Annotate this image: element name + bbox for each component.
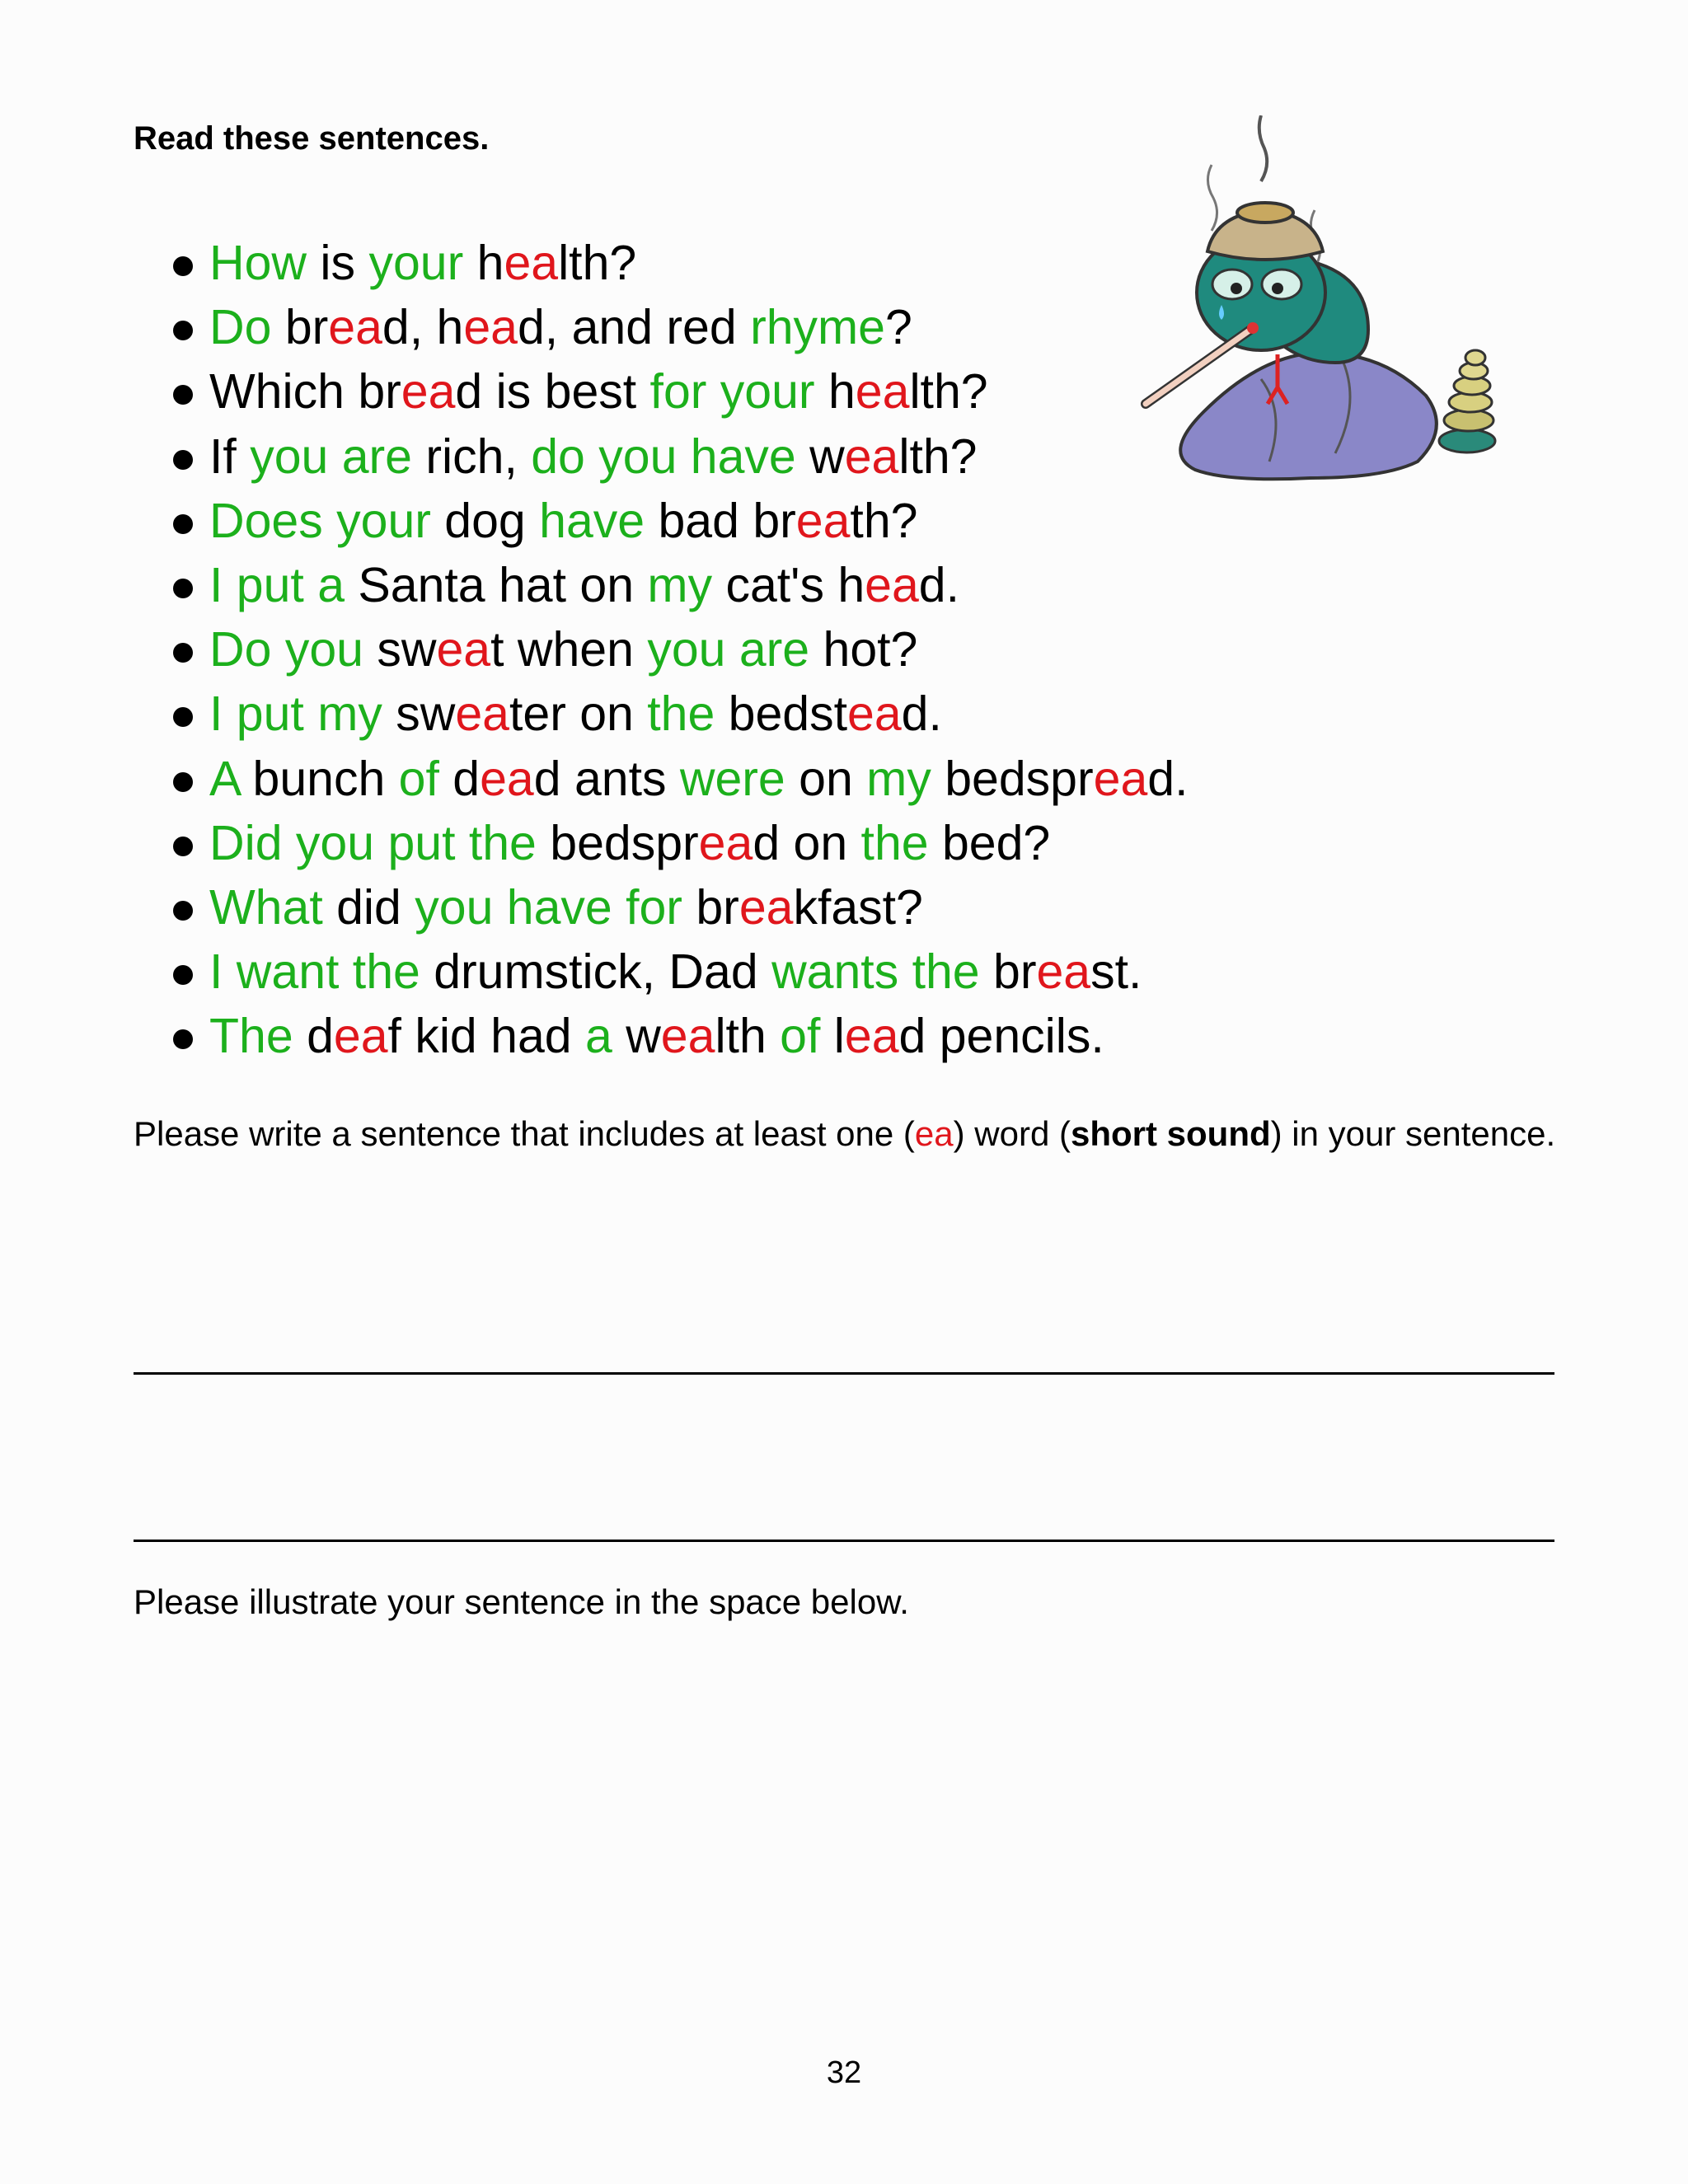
sentence-text: lth? xyxy=(909,364,988,419)
sight-word: of xyxy=(780,1009,821,1064)
bullet-icon xyxy=(173,901,193,921)
sentence-text: ? xyxy=(885,300,912,355)
sentence-text: bedspr xyxy=(931,751,1094,806)
sentence-text: br xyxy=(682,879,739,935)
sight-word: a xyxy=(584,1009,612,1064)
sight-word: I put my xyxy=(209,687,382,742)
sentence-text: d, and red xyxy=(517,300,751,355)
ea-highlight: ea xyxy=(504,236,559,290)
ea-highlight: ea xyxy=(1036,944,1091,1000)
bullet-icon xyxy=(173,643,193,663)
sentence-text: bedspr xyxy=(536,815,699,870)
instructions-part-3: ) in your sentence. xyxy=(1270,1114,1556,1153)
ea-highlight: ea xyxy=(698,815,753,870)
sentence-list xyxy=(173,231,1188,1068)
answer-line-1[interactable] xyxy=(134,1372,1554,1375)
sight-word: the xyxy=(647,687,715,742)
ea-highlight: ea xyxy=(436,622,491,677)
sight-word: What xyxy=(209,879,323,935)
sentence-item xyxy=(173,875,1188,940)
sentence-text: h xyxy=(463,236,504,290)
bullet-icon xyxy=(173,579,193,598)
sight-word: Do you xyxy=(209,622,363,677)
sentence-text: on xyxy=(785,751,867,806)
sentence-text: bedst xyxy=(715,687,848,742)
sight-word: my xyxy=(866,751,931,806)
ea-highlight: ea xyxy=(455,687,509,742)
sentence-text: t when xyxy=(490,622,648,677)
instructions-part-1: Please write a sentence that includes at least one ( xyxy=(134,1114,915,1153)
bullet-icon xyxy=(173,837,193,856)
bullet-icon xyxy=(173,321,193,340)
bullet-icon xyxy=(173,707,193,727)
ea-highlight: ea xyxy=(855,364,910,419)
sentence-text: If xyxy=(209,429,251,484)
bullet-icon xyxy=(173,965,193,985)
sight-word: The xyxy=(209,1009,293,1064)
instructions-ea-highlight: ea xyxy=(914,1114,954,1153)
sentence-text: sw xyxy=(363,622,437,677)
sentence-text: d ants xyxy=(533,751,680,806)
ea-highlight: ea xyxy=(401,364,456,419)
sentence-text: d. xyxy=(901,687,942,742)
sentence-text: Santa hat on xyxy=(345,557,648,612)
sentence-item xyxy=(173,811,1188,875)
ea-highlight: ea xyxy=(333,1009,388,1064)
ea-highlight: ea xyxy=(865,557,919,612)
sight-word: A xyxy=(209,751,240,806)
sight-word: for your xyxy=(649,364,815,419)
writing-instructions xyxy=(134,1111,1568,1157)
sentence-item xyxy=(173,424,1188,489)
sight-word: rhyme xyxy=(750,300,885,355)
sentence-text: ter on xyxy=(509,687,648,742)
illustrate-instructions: Please illustrate your sentence in the space below. xyxy=(134,1582,909,1621)
sentence-text: d, h xyxy=(382,300,464,355)
sentence-item xyxy=(173,295,1188,359)
sentence-text: d xyxy=(293,1009,334,1064)
sentence-text: br xyxy=(271,300,329,355)
sight-word: of xyxy=(398,751,439,806)
sentence-text: drumstick, Dad xyxy=(420,944,772,1000)
ea-highlight: ea xyxy=(844,1009,899,1064)
sentence-text: Which br xyxy=(209,364,401,419)
sight-word: How xyxy=(209,236,307,290)
sentence-text: lth? xyxy=(558,236,637,290)
ea-highlight: ea xyxy=(328,300,382,355)
sentence-item xyxy=(173,747,1188,811)
sentence-text: kfast? xyxy=(793,879,923,935)
ea-highlight: ea xyxy=(844,429,899,484)
sight-word: I want the xyxy=(209,944,420,1000)
sight-word: the xyxy=(860,815,929,870)
sentence-text: bunch xyxy=(239,751,399,806)
sentence-text: bed? xyxy=(928,815,1051,870)
bullet-icon xyxy=(173,256,193,276)
sentence-item xyxy=(173,553,1188,617)
illustration-area[interactable] xyxy=(134,1648,1554,2027)
sentence-text: d is best xyxy=(455,364,650,419)
sentence-item xyxy=(173,617,1188,682)
bullet-icon xyxy=(173,450,193,470)
sick-snake-icon xyxy=(1129,115,1525,494)
sentence-text: th? xyxy=(850,493,918,548)
ea-highlight: ea xyxy=(660,1009,715,1064)
bullet-icon xyxy=(173,1029,193,1049)
sight-word: were xyxy=(679,751,785,806)
sentence-item xyxy=(173,231,1188,295)
page-heading: Read these sentences. xyxy=(134,120,490,157)
sentence-text: lth xyxy=(715,1009,781,1064)
ea-highlight: ea xyxy=(795,493,851,548)
sentence-item xyxy=(173,359,1188,424)
instructions-part-2: ) word ( xyxy=(953,1114,1071,1153)
answer-line-2[interactable] xyxy=(134,1540,1554,1542)
sentence-text: d. xyxy=(918,557,960,612)
sentence-text: w xyxy=(795,429,845,484)
sentence-text: sw xyxy=(382,687,456,742)
ea-highlight: ea xyxy=(847,687,902,742)
sentence-item xyxy=(173,1004,1188,1068)
sight-word: you have for xyxy=(415,879,682,935)
sight-word: do you have xyxy=(531,429,796,484)
sight-word: have xyxy=(539,493,645,548)
sentence-text: hot? xyxy=(809,622,918,677)
sentence-text: bad br xyxy=(645,493,796,548)
bullet-icon xyxy=(173,772,193,792)
ea-highlight: ea xyxy=(463,300,518,355)
sentence-item xyxy=(173,682,1188,746)
sight-word: you are xyxy=(250,429,412,484)
bullet-icon xyxy=(173,385,193,405)
sight-word: my xyxy=(647,557,713,612)
ea-highlight: ea xyxy=(738,879,794,935)
sight-word: Did you put the xyxy=(209,815,537,870)
sentence-text: d. xyxy=(1147,751,1189,806)
sentence-text: rich, xyxy=(411,429,532,484)
sight-word: Do xyxy=(209,300,272,355)
sentence-text: f kid had xyxy=(387,1009,585,1064)
bullet-icon xyxy=(173,514,193,534)
ea-highlight: ea xyxy=(1093,751,1148,806)
instructions-short-sound: short sound xyxy=(1070,1114,1271,1153)
sentence-text: cat's h xyxy=(712,557,865,612)
sentence-item xyxy=(173,489,1188,553)
page-number: 32 xyxy=(826,2055,862,2090)
sentence-text: is xyxy=(307,236,369,290)
sentence-text: d on xyxy=(753,815,861,870)
sentence-text: d pencils. xyxy=(898,1009,1104,1064)
sight-word: Does your xyxy=(209,493,431,548)
sentence-text: l xyxy=(820,1009,845,1064)
sentence-text: dog xyxy=(430,493,540,548)
sight-word: I put a xyxy=(209,557,345,612)
sentence-text: st. xyxy=(1090,944,1142,1000)
sentence-text: d xyxy=(438,751,481,806)
ea-highlight: ea xyxy=(480,751,534,806)
sentence-text: h xyxy=(814,364,856,419)
sentence-text: w xyxy=(612,1009,661,1064)
sight-word: your xyxy=(368,236,464,290)
sight-word: wants the xyxy=(771,944,980,1000)
sentence-text: br xyxy=(979,944,1037,1000)
sight-word: you are xyxy=(647,622,810,677)
sentence-text: did xyxy=(322,879,415,935)
sentence-text: lth? xyxy=(898,429,978,484)
sentence-item xyxy=(173,940,1188,1004)
